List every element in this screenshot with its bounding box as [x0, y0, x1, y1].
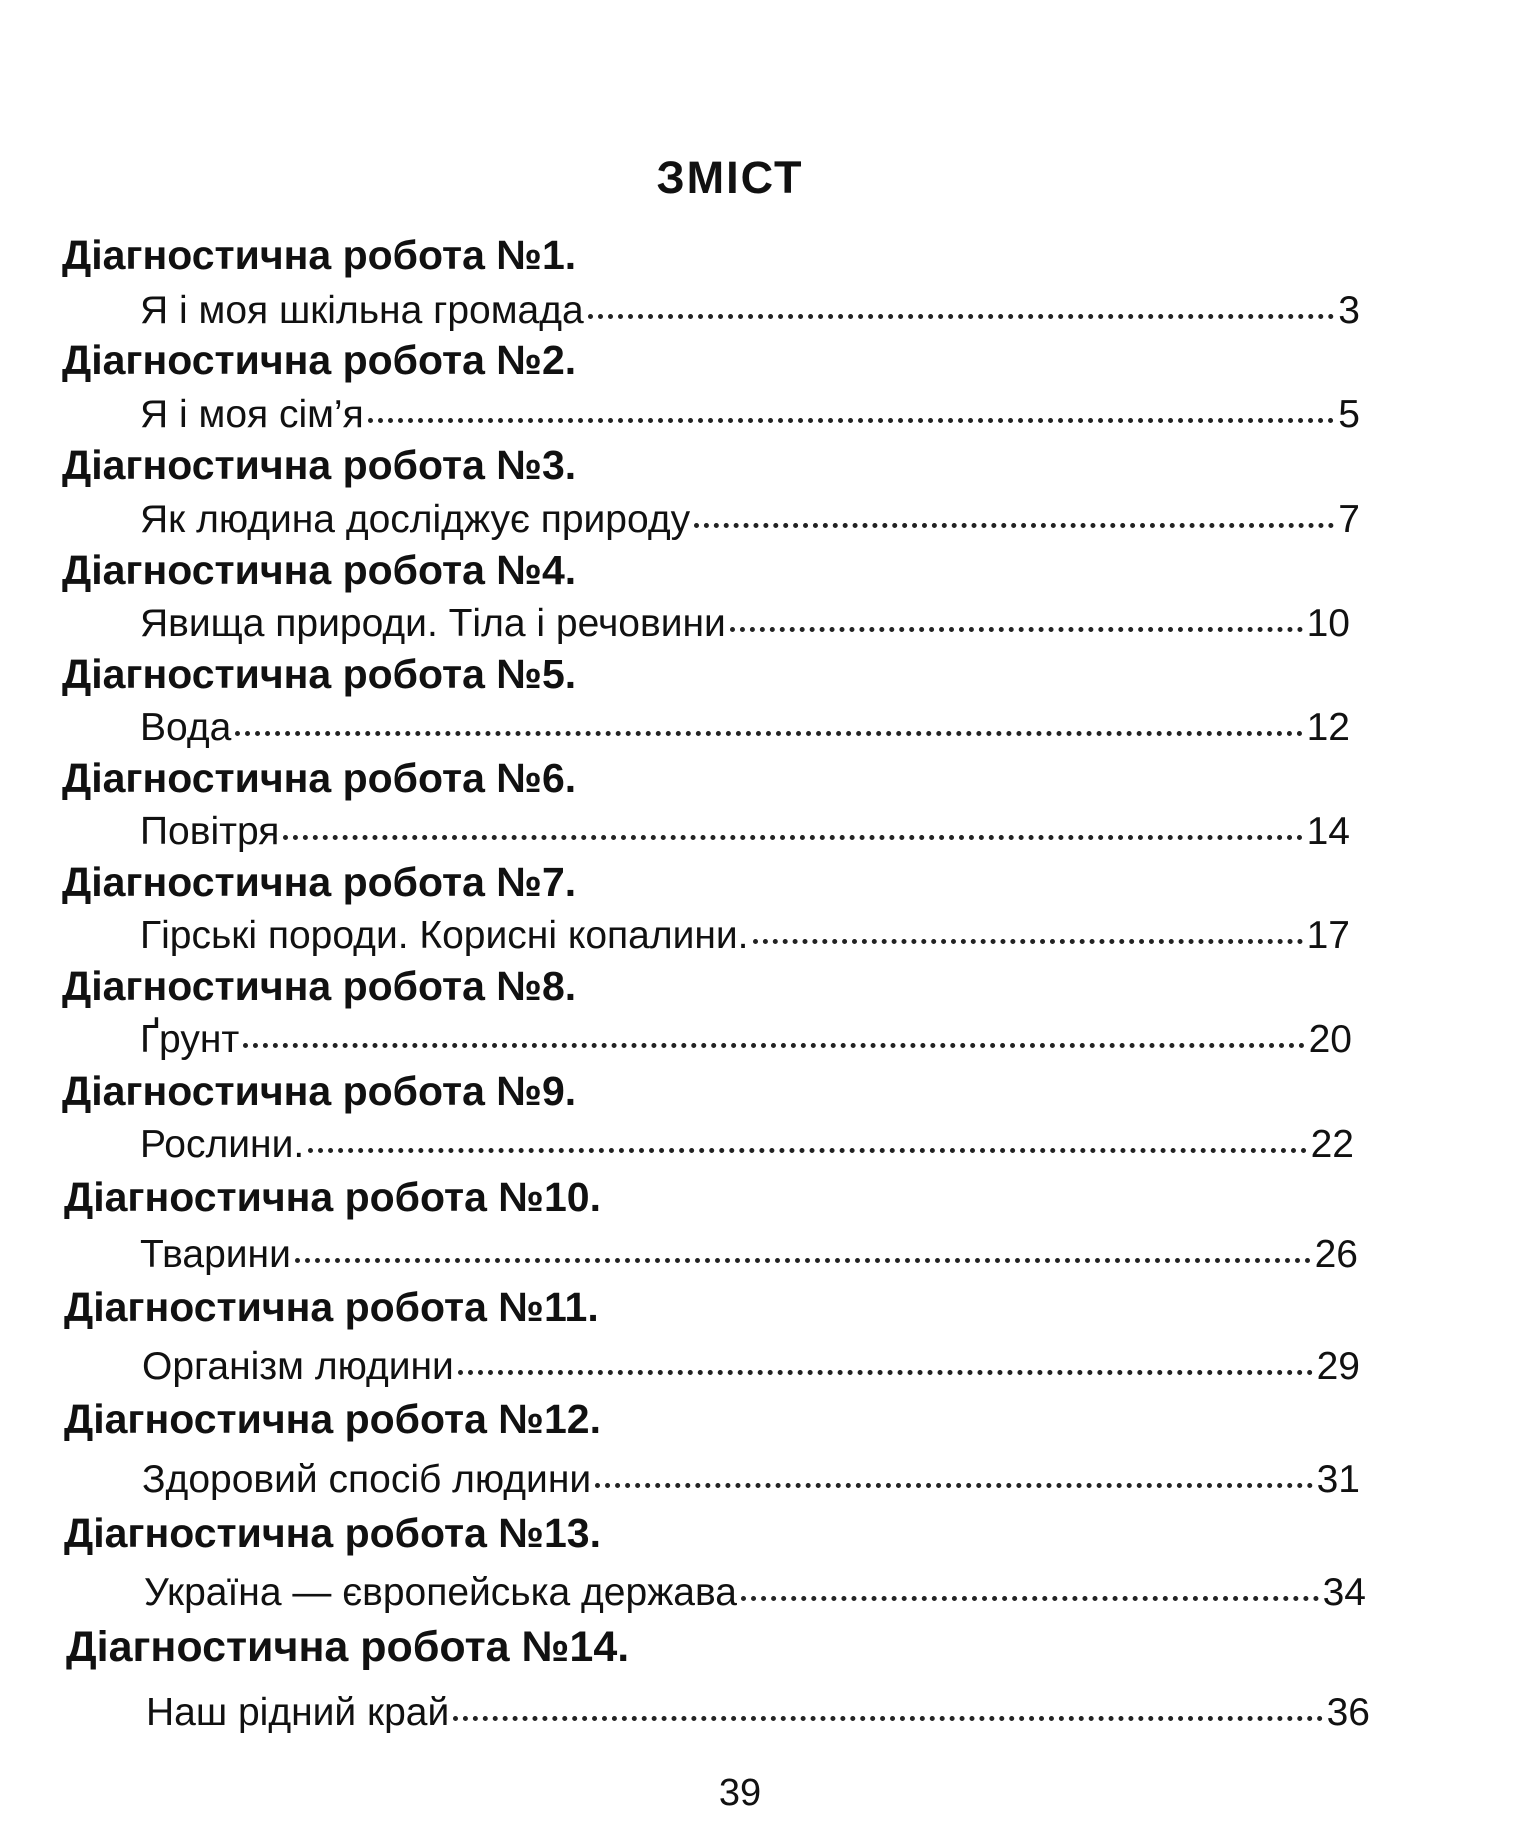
dot-leader: [588, 284, 1335, 319]
dot-leader: [368, 388, 1335, 423]
toc-heading: Діагностична робота №11.: [64, 1284, 599, 1330]
toc-item-label: Як людина досліджує природу: [140, 498, 691, 541]
toc-item-label: Ґрунт: [140, 1018, 240, 1061]
toc-item-row[interactable]: [140, 809, 1350, 855]
toc-heading: Діагностична робота №14.: [66, 1623, 630, 1671]
toc-item-label: Здоровий спосіб людини: [142, 1458, 592, 1501]
toc-item-label: Вода: [140, 706, 232, 749]
toc-item-label: Повітря: [140, 810, 280, 853]
toc-item-row[interactable]: [140, 392, 1360, 438]
toc-item-label: Тварини: [140, 1233, 291, 1276]
toc-heading: Діагностична робота №4.: [62, 547, 577, 593]
dot-leader: [595, 1453, 1312, 1488]
toc-page-number: 20: [1308, 1018, 1352, 1061]
toc-item-label: Організм людини: [142, 1345, 454, 1388]
toc-page-number: 7: [1338, 498, 1360, 541]
toc-item-label: Рослини.: [140, 1123, 305, 1166]
toc-heading: Діагностична робота №6.: [62, 755, 577, 801]
toc-page-number: 12: [1306, 706, 1350, 749]
dot-leader: [243, 1013, 1304, 1048]
toc-heading: Діагностична робота №8.: [62, 963, 577, 1009]
toc-item-row[interactable]: [140, 913, 1350, 959]
toc-item-row[interactable]: [142, 1344, 1360, 1390]
toc-item-row[interactable]: [140, 1122, 1354, 1168]
toc-heading: Діагностична робота №10.: [64, 1174, 602, 1220]
toc-page-number: 17: [1306, 914, 1350, 957]
toc-heading: Діагностична робота №5.: [62, 651, 577, 697]
toc-item-row[interactable]: [140, 497, 1360, 543]
dot-leader: [235, 701, 1302, 736]
dot-leader: [753, 909, 1303, 944]
toc-page-number: 5: [1338, 393, 1360, 436]
toc-heading: Діагностична робота №9.: [62, 1068, 577, 1114]
toc-item-label: Гірські породи. Корисні копалини.: [140, 914, 749, 957]
toc-heading: Діагностична робота №12.: [64, 1396, 602, 1442]
toc-heading: Діагностична робота №3.: [62, 442, 577, 488]
toc-page-number: 29: [1316, 1345, 1360, 1388]
toc-item-label: Явища природи. Тіла і речовини: [140, 602, 726, 645]
toc-item-row[interactable]: [140, 1017, 1352, 1063]
page-number: 39: [718, 1772, 762, 1814]
toc-page-number: 26: [1314, 1233, 1358, 1276]
toc-item-label: Україна — європейська держава: [144, 1571, 737, 1614]
toc-page-number: 31: [1316, 1458, 1360, 1501]
toc-page-number: 36: [1326, 1691, 1370, 1734]
toc-page-number: 10: [1306, 602, 1350, 645]
dot-leader: [295, 1228, 1311, 1263]
toc-heading: Діагностична робота №2.: [62, 337, 577, 383]
page-title: ЗМІСТ: [656, 152, 804, 203]
toc-item-row[interactable]: [140, 601, 1350, 647]
toc-item-label: Наш рідний край: [146, 1691, 450, 1734]
dot-leader: [694, 493, 1334, 528]
dot-leader: [283, 805, 1302, 840]
dot-leader: [458, 1340, 1313, 1375]
toc-page-number: 22: [1310, 1123, 1354, 1166]
toc-page-number: 3: [1338, 289, 1360, 332]
dot-leader: [453, 1686, 1322, 1721]
toc-item-row[interactable]: [144, 1570, 1366, 1616]
dot-leader: [308, 1118, 1306, 1153]
dot-leader: [741, 1566, 1319, 1601]
toc-page-number: 34: [1322, 1571, 1366, 1614]
toc-item-row[interactable]: [140, 1232, 1358, 1278]
toc-heading: Діагностична робота №1.: [62, 232, 577, 278]
toc-item-label: Я і моя шкільна громада: [140, 289, 584, 332]
toc-item-row[interactable]: [140, 705, 1350, 751]
dot-leader: [730, 597, 1303, 632]
table-of-contents: [0, 232, 1515, 1772]
toc-item-row[interactable]: [142, 1457, 1360, 1503]
toc-heading: Діагностична робота №7.: [62, 859, 577, 905]
toc-heading: Діагностична робота №13.: [64, 1510, 602, 1556]
toc-item-row[interactable]: [146, 1690, 1370, 1736]
toc-page-number: 14: [1306, 810, 1350, 853]
toc-item-label: Я і моя сім’я: [140, 393, 364, 436]
toc-item-row[interactable]: [140, 288, 1360, 334]
